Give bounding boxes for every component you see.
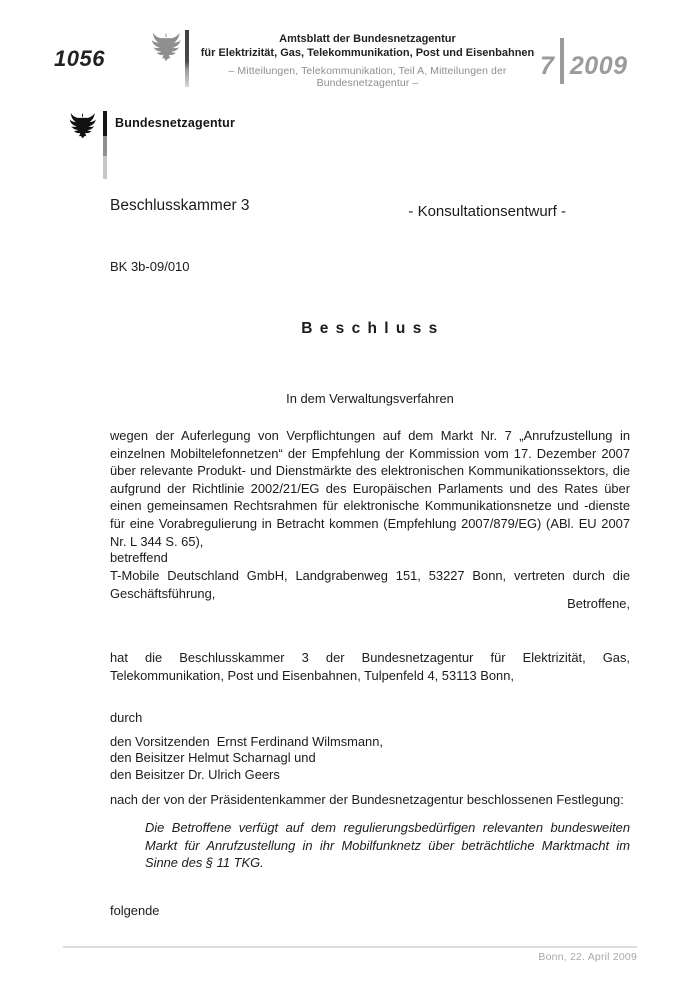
masthead-title-line2: für Elektrizität, Gas, Telekommunikation, Post und Eisenbahnen xyxy=(200,46,535,59)
document-subtitle: In dem Verwaltungsverfahren xyxy=(286,391,454,406)
agency-name: Bundesnetzagentur xyxy=(115,116,236,130)
draft-status-label: - Konsultationsentwurf - xyxy=(408,203,566,220)
party-role-label: Betroffene, xyxy=(567,596,630,611)
masthead-divider-bar xyxy=(185,30,189,87)
determination-intro: nach der von der Präsidentenkammer der Bundesnetzagentur beschlossenen Festlegung: xyxy=(110,792,624,807)
logo-divider-bar xyxy=(103,111,107,179)
document-title: B e s c h l u s s xyxy=(301,320,439,337)
issue-number: 7 xyxy=(540,51,554,80)
masthead-title-line1: Amtsblatt der Bundesnetzagentur xyxy=(279,33,456,45)
regarding-label: betreffend xyxy=(110,550,168,565)
subject-paragraph: wegen der Auferlegung von Verpflichtungen auf dem Markt Nr. 7 „Anrufzustellung in einzelnen Mobiltelefonnetzen“ der Empfehlung der Kommission vom 17. Dezember 2007 über relevante Produkt- und Dienstmärkte des elektronischen Kommunikationssektors, die aufgrund der Richtlinie 2002/21/EG des Europäischen Parlaments und des Rates über einen gemeinsamen Rechtsrahmen für elektronische Kommunikationsnetze und -dienste für eine Vorabregulierung in Betracht kommen (Empfehlung 2007/879/EG) (ABl. EU 2007 Nr. L 344 S. 65), xyxy=(110,428,630,549)
member-assessor-1: den Beisitzer Helmut Scharnagl und xyxy=(110,750,316,766)
party-paragraph: T-Mobile Deutschland GmbH, Landgrabenweg 151, 53227 Bonn, vertreten durch die Geschäftsführung, xyxy=(110,568,630,601)
chamber-row xyxy=(110,197,630,220)
determination-quote: Die Betroffene verfügt auf dem regulierungsbedürfigen relevanten bundesweiten Markt für Anrufzustellung in ihr Mobilfunknetz über beträchtliche Marktmacht im Sinne des § 11 TKG. xyxy=(145,820,630,871)
through-label: durch xyxy=(110,710,143,725)
file-reference: BK 3b-09/010 xyxy=(110,259,190,274)
masthead xyxy=(200,33,535,89)
footer-divider xyxy=(63,946,637,948)
following-label: folgende xyxy=(110,903,160,918)
page-number: 1056 xyxy=(54,46,105,71)
masthead-subtitle: – Mitteilungen, Telekommunikation, Teil A, Mitteilungen der Bundesnetzagentur – xyxy=(228,65,507,89)
member-assessor-2: den Beisitzer Dr. Ulrich Geers xyxy=(110,766,280,782)
chamber-label: Beschlusskammer 3 xyxy=(110,197,250,214)
member-chairman: den Vorsitzenden Ernst Ferdinand Wilmsmann, xyxy=(110,734,383,749)
federal-eagle-icon xyxy=(151,30,181,61)
footer-place-date: Bonn, 22. April 2009 xyxy=(538,951,637,963)
decision-body-paragraph: hat die Beschlusskammer 3 der Bundesnetzagentur für Elektrizität, Gas, Telekommunikation, Post und Eisenbahnen, Tulpenfeld 4, 53113 Bonn, xyxy=(110,650,630,683)
issue-year: 2009 xyxy=(569,51,628,80)
chamber-members-list xyxy=(110,734,630,783)
issue-label xyxy=(540,38,628,84)
federal-eagle-icon xyxy=(69,111,96,138)
